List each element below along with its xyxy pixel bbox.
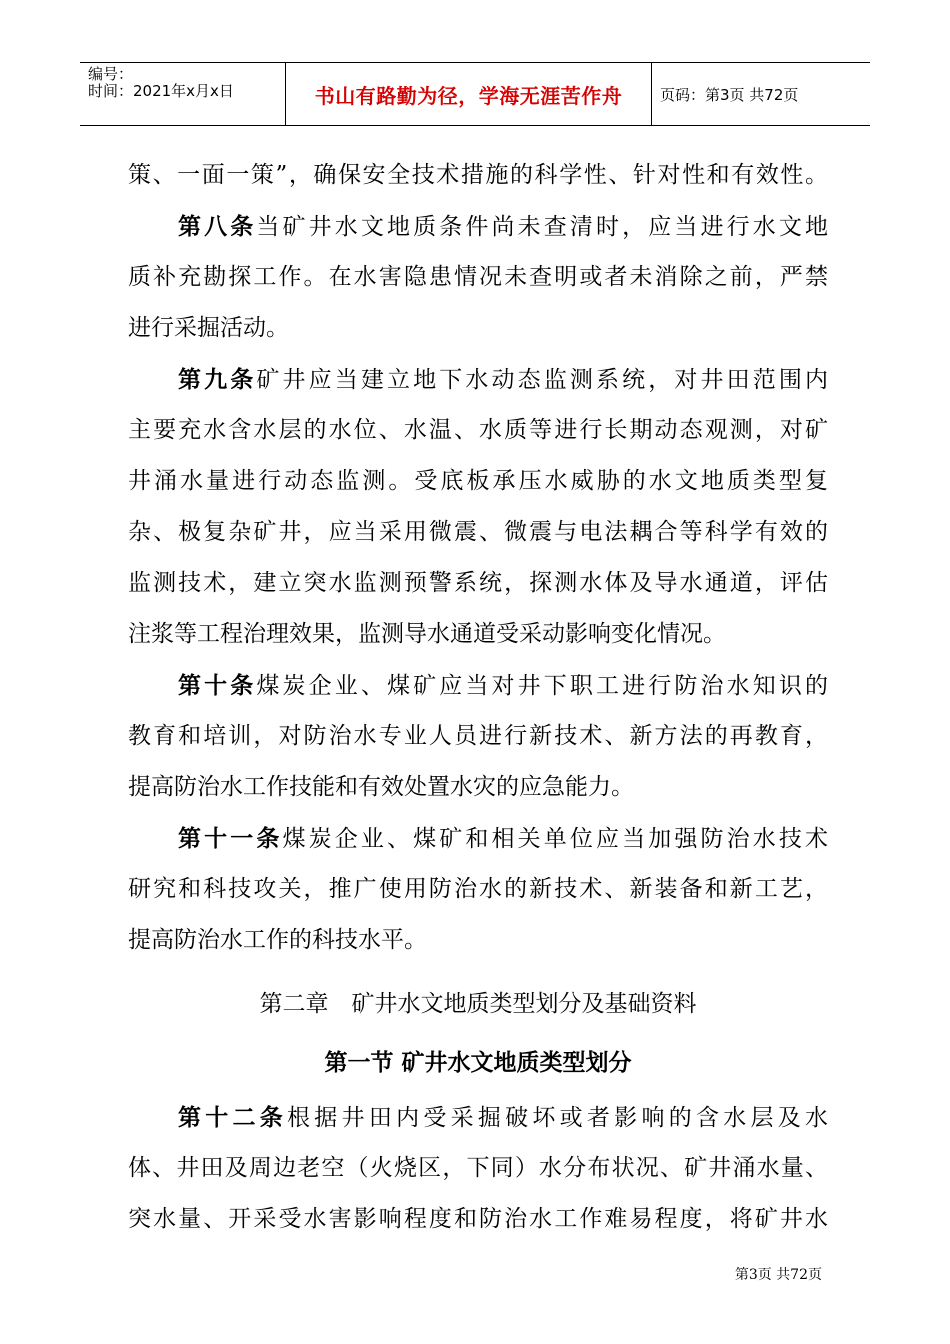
article-8-title: 第八条 <box>178 213 257 240</box>
article-12-text: 根据井田内受采掘破坏或者影响的含水层及水 <box>287 1105 829 1131</box>
article-12-line: 突水量、开采受水害影响程度和防治水工作难易程度，将矿井水 <box>128 1206 828 1232</box>
article-9-line: 杂、极复杂矿井，应当采用微震、微震与电法耦合等科学有效的 <box>128 519 828 545</box>
article-12-line <box>128 1092 828 1143</box>
article-9-line: 主要充水含水层的水位、水温、水质等进行长期动态观测，对矿 <box>128 417 828 443</box>
header-page-info <box>660 63 870 125</box>
page-footer <box>735 1264 822 1284</box>
page-header <box>80 62 870 126</box>
article-11-line: 提高防治水工作的科技水平。 <box>128 927 427 953</box>
footer-page-number: 第3页 共72页 <box>734 1267 822 1283</box>
article-8-line <box>128 201 828 252</box>
time-label: 时间：2021年x月x日 <box>88 82 234 100</box>
article-10-title: 第十条 <box>178 672 257 699</box>
number-label: 编号： <box>88 65 134 83</box>
header-meta <box>88 63 283 128</box>
article-9-line <box>128 354 828 405</box>
chapter-heading: 第二章 矿井水文地质类型划分及基础资料 <box>259 991 697 1017</box>
page-info: 页码：第3页 共72页 <box>660 85 799 104</box>
article-10-line: 教育和培训，对防治水专业人员进行新技术、新方法的再教育， <box>128 723 828 749</box>
article-10-line: 提高防治水工作技能和有效处置水灾的应急能力。 <box>128 774 634 800</box>
article-9-line: 监测技术，建立突水监测预警系统，探测水体及导水通道，评估 <box>128 570 828 596</box>
article-11-text: 煤炭企业、煤矿和相关单位应当加强防治水技术 <box>282 826 828 852</box>
header-motto-cell <box>285 63 652 125</box>
paragraph-continuation: 策、一面一策”，确保安全技术措施的科学性、针对性和有效性。 <box>128 162 828 188</box>
section-heading: 第一节 矿井水文地质类型划分 <box>324 1049 632 1076</box>
article-10-line <box>128 660 828 711</box>
article-12-line: 体、井田及周边老空（火烧区，下同）水分布状况、矿井涌水量、 <box>128 1155 828 1181</box>
article-8-line: 进行采掘活动。 <box>128 315 289 341</box>
motto: 书山有路勤为径，学海无涯苦作舟 <box>314 83 623 108</box>
article-8-text: 当矿井水文地质条件尚未查清时，应当进行水文地 <box>256 214 828 240</box>
article-11-line <box>128 813 828 864</box>
article-12-title: 第十二条 <box>178 1104 288 1131</box>
article-9-line: 注浆等工程治理效果，监测导水通道受采动影响变化情况。 <box>128 621 726 647</box>
article-9-title: 第九条 <box>178 366 257 393</box>
article-9-text: 矿井应当建立地下水动态监测系统，对井田范围内 <box>256 367 828 393</box>
article-8-line: 质补充勘探工作。在水害隐患情况未查明或者未消除之前，严禁 <box>128 264 828 290</box>
document-body <box>128 150 828 1245</box>
article-11-line: 研究和科技攻关，推广使用防治水的新技术、新装备和新工艺， <box>128 876 828 902</box>
article-9-line: 井涌水量进行动态监测。受底板承压水威胁的水文地质类型复 <box>128 468 828 494</box>
article-11-title: 第十一条 <box>178 825 283 852</box>
article-10-text: 煤炭企业、煤矿应当对井下职工进行防治水知识的 <box>256 673 828 699</box>
